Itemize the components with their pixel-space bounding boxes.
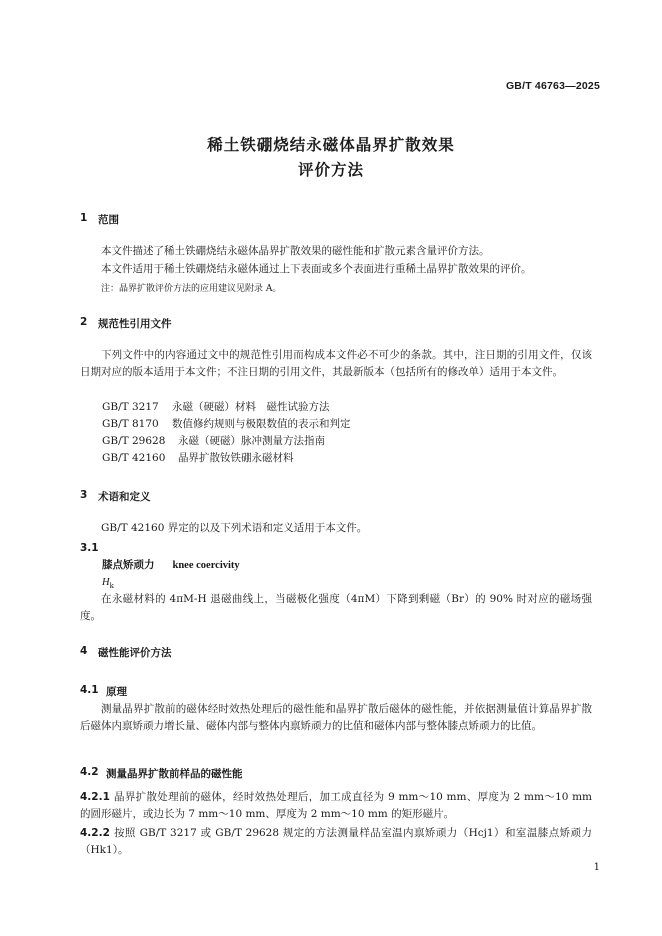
reference-item (102, 433, 325, 450)
term-chinese: 膝点矫顽力 (102, 559, 155, 571)
section-4-1-para: 测量晶界扩散前的磁体经时效热处理后的磁性能和晶界扩散后磁体的磁性能，并依据测量值计算晶界扩散后磁体内禀矫顽力增长量、磁体内部与整体内禀矫顽力的比值和磁体内部与整体膝点矫顽力的比值。 (80, 703, 592, 732)
reference-title: 数值修约规则与极限数值的表示和判定 (172, 418, 351, 430)
term-symbol-subscript: k (109, 582, 114, 591)
term-english: knee coercivity (172, 560, 240, 571)
term-number: 3.1 (80, 542, 99, 554)
reference-code: GB/T 42160 (102, 452, 166, 464)
section-2-number: 2 (80, 316, 88, 328)
section-1-heading: 范围 (98, 214, 119, 226)
section-4-heading: 磁性能评价方法 (98, 647, 172, 659)
section-4-1-heading: 原理 (106, 686, 127, 698)
section-3-para: GB/T 42160 界定的以及下列术语和定义适用于本文件。 (101, 522, 368, 534)
clause-4-2-2-number: 4.2.2 (80, 827, 110, 839)
clause-4-2-1-text: 晶界扩散处理前的磁体，经时效热处理后，加工成直径为 9 mm～10 mm、厚度为 2 mm～10 mm 的圆形磁片，或边长为 7 mm～10 mm、厚度为 2 mm～10 mm 的矩形磁片。 (80, 791, 592, 820)
section-3-number: 3 (80, 489, 88, 501)
section-2-para: 下列文件中的内容通过文中的规范性引用而构成本文件必不可少的条款。其中，注日期的引用文件，仅该日期对应的版本适用于本文件；不注日期的引用文件，其最新版本（包括所有的修改单）适用于本文件。 (80, 349, 592, 378)
reference-code: GB/T 3217 (102, 401, 159, 413)
section-1-para1: 本文件描述了稀土铁硼烧结永磁体晶界扩散效果的磁性能和扩散元素含量评价方法。 (101, 245, 490, 257)
reference-code: GB/T 29628 (102, 435, 166, 447)
clause-4-2-2-text: 按照 GB/T 3217 或 GB/T 29628 规定的方法测量样品室温内禀矫顽力（Hcj1）和室温膝点矫顽力（Hk1）。 (80, 827, 592, 856)
section-1-para2: 本文件适用于稀土铁硼烧结永磁体通过上下表面或多个表面进行重稀土晶界扩散效果的评价。 (101, 263, 532, 275)
document-title-line2: 评价方法 (297, 161, 364, 179)
page-number: 1 (593, 862, 600, 873)
reference-code: GB/T 8170 (102, 418, 159, 430)
reference-item (102, 450, 294, 467)
term-symbol-main: H (102, 577, 110, 588)
standard-number: GB/T 46763—2025 (505, 80, 600, 92)
document-title-line1: 稀土铁硼烧结永磁体晶界扩散效果 (207, 136, 455, 154)
section-3-heading: 术语和定义 (98, 491, 151, 503)
reference-item (102, 399, 330, 416)
section-4-number: 4 (80, 645, 88, 657)
section-1-number: 1 (80, 212, 88, 224)
term-entry (102, 557, 240, 575)
section-4-2-number: 4.2 (80, 766, 99, 778)
reference-title: 永磁（硬磁）脉冲测量方法指南 (178, 435, 325, 447)
term-definition: 在永磁材料的 4πM-H 退磁曲线上，当磁极化强度（4πM）下降到剩磁（Br）的 90% 时对应的磁场强度。 (80, 593, 592, 622)
clause-4-2-1-number: 4.2.1 (80, 791, 110, 803)
reference-title: 永磁（硬磁）材料 磁性试验方法 (172, 401, 330, 413)
section-4-1-number: 4.1 (80, 684, 99, 696)
reference-title: 晶界扩散钕铁硼永磁材料 (178, 452, 294, 464)
section-4-2-heading: 测量晶界扩散前样品的磁性能 (106, 768, 243, 780)
section-1-note: 注：晶界扩散评价方法的应用建议见附录 A。 (101, 284, 282, 294)
reference-item (102, 416, 351, 433)
section-2-heading: 规范性引用文件 (98, 318, 172, 330)
